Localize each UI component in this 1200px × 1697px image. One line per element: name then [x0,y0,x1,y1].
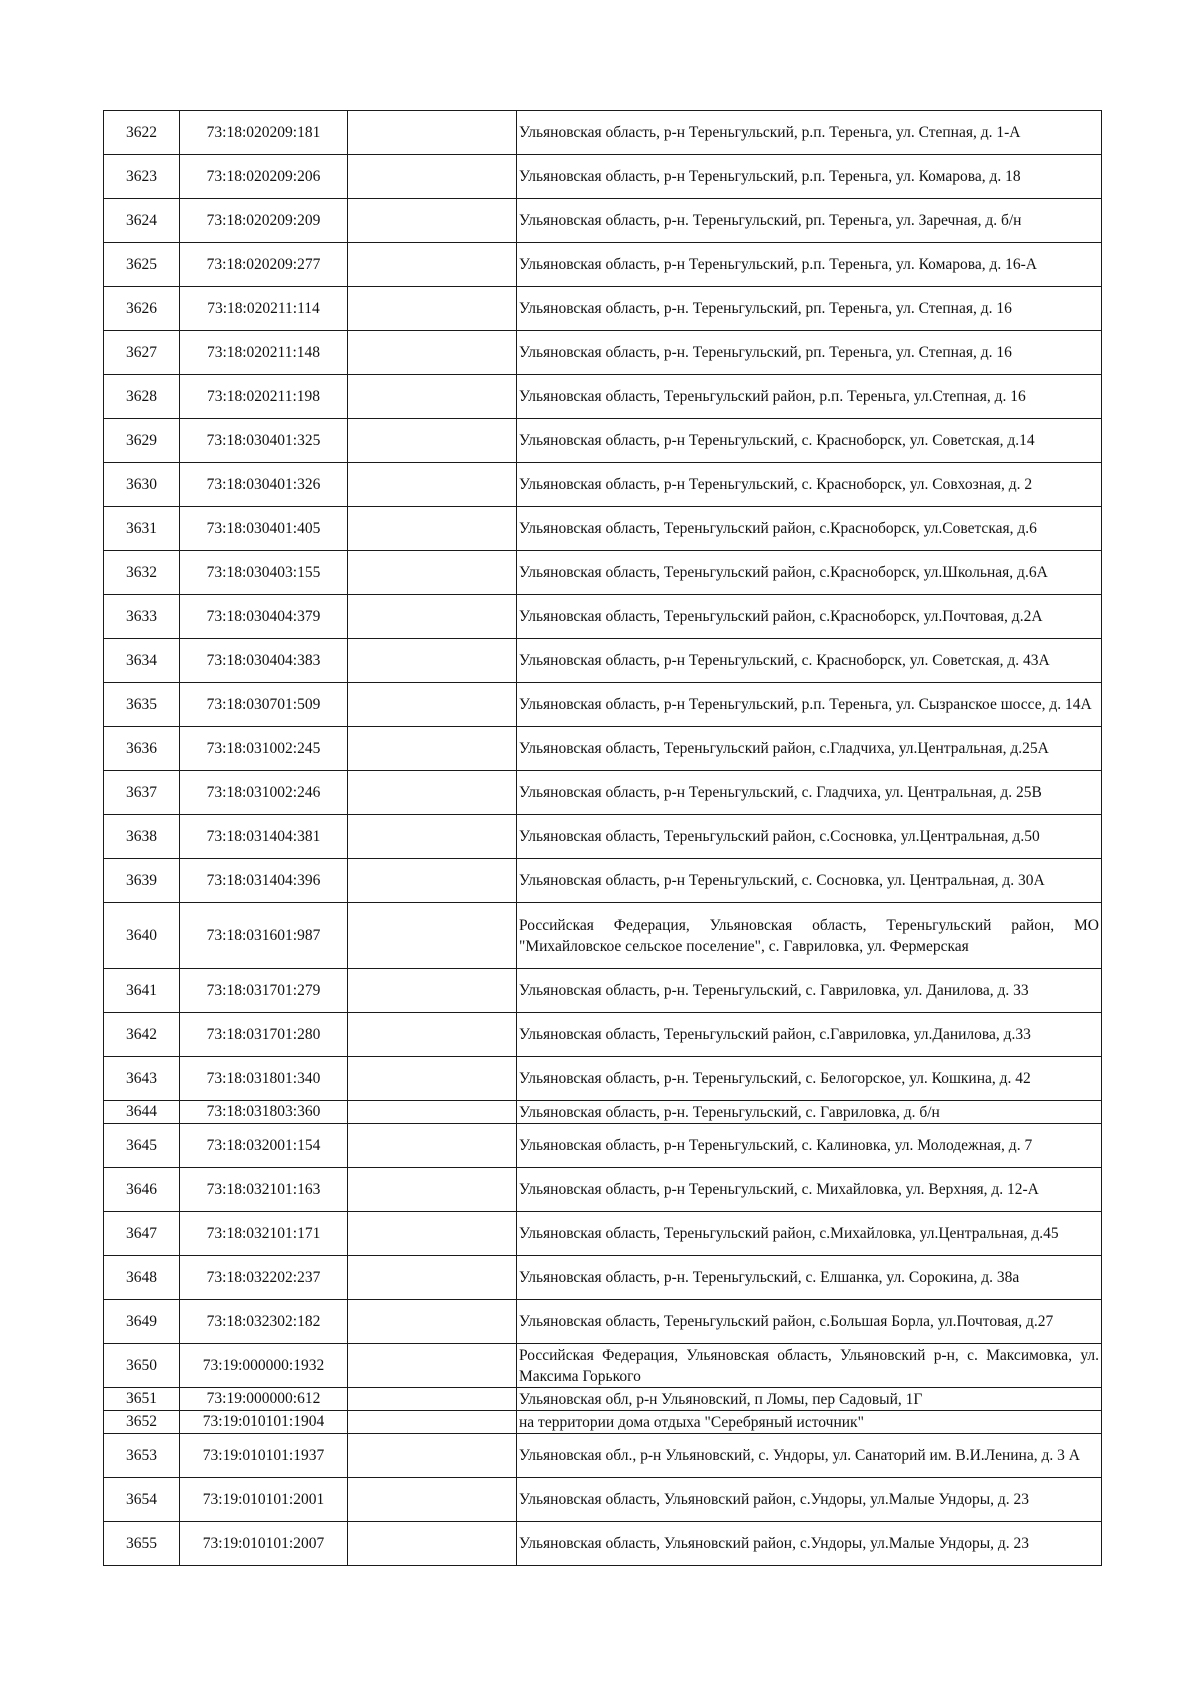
cadastral-number-cell: 73:18:030401:326 [180,463,348,507]
row-number-cell: 3649 [104,1300,180,1344]
address-cell: Российская Федерация, Ульяновская область, Ульяновский р-н, с. Максимовка, ул. Максима Горького [517,1344,1102,1388]
row-number-cell: 3622 [104,111,180,155]
row-number-cell: 3625 [104,243,180,287]
row-number-cell: 3641 [104,969,180,1013]
row-number-cell: 3653 [104,1434,180,1478]
address-cell: Ульяновская обл, р-н Ульяновский, п Ломы, пер Садовый, 1Г [517,1388,1102,1411]
cadastral-number-cell: 73:18:032001:154 [180,1124,348,1168]
cadastral-number-cell: 73:18:031701:280 [180,1013,348,1057]
address-cell: Ульяновская область, Тереньгульский район, с.Большая Борла, ул.Почтовая, д.27 [517,1300,1102,1344]
table-row [104,727,1102,771]
row-number-cell: 3644 [104,1101,180,1124]
row-number-cell: 3643 [104,1057,180,1101]
note-cell [348,287,517,331]
cadastral-number-cell: 73:18:030403:155 [180,551,348,595]
address-cell: Ульяновская область, Тереньгульский район, с.Михайловка, ул.Центральная, д.45 [517,1212,1102,1256]
note-cell [348,903,517,969]
note-cell [348,1212,517,1256]
table-row [104,1168,1102,1212]
address-cell: Ульяновская область, р-н Тереньгульский, с. Михайловка, ул. Верхняя, д. 12-А [517,1168,1102,1212]
note-cell [348,1013,517,1057]
note-cell [348,419,517,463]
table-row [104,1124,1102,1168]
table-row [104,199,1102,243]
cadastral-number-cell: 73:18:032101:163 [180,1168,348,1212]
cadastral-number-cell: 73:19:010101:1937 [180,1434,348,1478]
cadastral-number-cell: 73:18:020209:277 [180,243,348,287]
table-row [104,551,1102,595]
address-cell: Ульяновская область, Тереньгульский район, с.Красноборск, ул.Советская, д.6 [517,507,1102,551]
address-cell: Ульяновская обл., р-н Ульяновский, с. Ундоры, ул. Санаторий им. В.И.Ленина, д. 3 А [517,1434,1102,1478]
table-row [104,903,1102,969]
cadastral-number-cell: 73:19:010101:2007 [180,1522,348,1566]
address-cell: Ульяновская область, Тереньгульский район, р.п. Тереньга, ул.Степная, д. 16 [517,375,1102,419]
address-cell: Ульяновская область, р-н Тереньгульский, с. Красноборск, ул. Советская, д.14 [517,419,1102,463]
address-cell: Ульяновская область, р-н. Тереньгульский, рп. Тереньга, ул. Заречная, д. б/н [517,199,1102,243]
row-number-cell: 3639 [104,859,180,903]
note-cell [348,507,517,551]
table-row [104,1212,1102,1256]
note-cell [348,199,517,243]
cadastral-number-cell: 73:19:010101:2001 [180,1478,348,1522]
cadastral-number-cell: 73:18:020211:114 [180,287,348,331]
table-row [104,1013,1102,1057]
table-row [104,1256,1102,1300]
note-cell [348,595,517,639]
note-cell [348,1101,517,1124]
row-number-cell: 3642 [104,1013,180,1057]
note-cell [348,111,517,155]
note-cell [348,155,517,199]
note-cell [348,639,517,683]
address-cell: Ульяновская область, р-н Тереньгульский, р.п. Тереньга, ул. Комарова, д. 18 [517,155,1102,199]
table-row [104,507,1102,551]
address-cell: Ульяновская область, Тереньгульский район, с.Красноборск, ул.Школьная, д.6А [517,551,1102,595]
note-cell [348,859,517,903]
table-row [104,859,1102,903]
address-cell: Ульяновская область, р-н Тереньгульский, с. Красноборск, ул. Советская, д. 43А [517,639,1102,683]
note-cell [348,331,517,375]
table-row [104,1101,1102,1124]
row-number-cell: 3626 [104,287,180,331]
address-cell: Ульяновская область, р-н. Тереньгульский, с. Елшанка, ул. Сорокина, д. 38а [517,1256,1102,1300]
row-number-cell: 3633 [104,595,180,639]
row-number-cell: 3646 [104,1168,180,1212]
note-cell [348,375,517,419]
cadastral-number-cell: 73:18:020209:209 [180,199,348,243]
note-cell [348,771,517,815]
note-cell [348,1168,517,1212]
note-cell [348,243,517,287]
registry-table [103,110,1102,1566]
cadastral-number-cell: 73:18:032101:171 [180,1212,348,1256]
table-row [104,243,1102,287]
row-number-cell: 3629 [104,419,180,463]
note-cell [348,1434,517,1478]
cadastral-number-cell: 73:18:031002:245 [180,727,348,771]
table-row [104,419,1102,463]
cadastral-number-cell: 73:18:031701:279 [180,969,348,1013]
address-cell: Ульяновская область, р-н. Тереньгульский, рп. Тереньга, ул. Степная, д. 16 [517,331,1102,375]
note-cell [348,1388,517,1411]
address-cell: Ульяновская область, р-н. Тереньгульский, рп. Тереньга, ул. Степная, д. 16 [517,287,1102,331]
note-cell [348,1344,517,1388]
row-number-cell: 3631 [104,507,180,551]
cadastral-number-cell: 73:18:020209:181 [180,111,348,155]
note-cell [348,1124,517,1168]
row-number-cell: 3655 [104,1522,180,1566]
row-number-cell: 3654 [104,1478,180,1522]
note-cell [348,551,517,595]
note-cell [348,1478,517,1522]
note-cell [348,969,517,1013]
row-number-cell: 3632 [104,551,180,595]
address-cell: на территории дома отдыха "Серебряный источник" [517,1411,1102,1434]
address-cell: Ульяновская область, Тереньгульский район, с.Красноборск, ул.Почтовая, д.2А [517,595,1102,639]
address-cell: Ульяновская область, р-н Тереньгульский, с. Гладчиха, ул. Центральная, д. 25В [517,771,1102,815]
cadastral-number-cell: 73:18:030404:383 [180,639,348,683]
cadastral-number-cell: 73:18:020211:198 [180,375,348,419]
table-row [104,287,1102,331]
row-number-cell: 3636 [104,727,180,771]
table-row [104,1388,1102,1411]
address-cell: Ульяновская область, р-н. Тереньгульский, с. Белогорское, ул. Кошкина, д. 42 [517,1057,1102,1101]
table-row [104,595,1102,639]
row-number-cell: 3638 [104,815,180,859]
note-cell [348,1057,517,1101]
cadastral-number-cell: 73:18:032302:182 [180,1300,348,1344]
table-row [104,683,1102,727]
cadastral-number-cell: 73:18:032202:237 [180,1256,348,1300]
registry-table-body [104,111,1102,1566]
row-number-cell: 3640 [104,903,180,969]
cadastral-number-cell: 73:18:030401:405 [180,507,348,551]
row-number-cell: 3645 [104,1124,180,1168]
table-row [104,1411,1102,1434]
note-cell [348,1522,517,1566]
cadastral-number-cell: 73:19:000000:612 [180,1388,348,1411]
address-cell: Ульяновская область, р-н Тереньгульский, с. Калиновка, ул. Молодежная, д. 7 [517,1124,1102,1168]
address-cell: Ульяновская область, Тереньгульский район, с.Гавриловка, ул.Данилова, д.33 [517,1013,1102,1057]
table-row [104,1344,1102,1388]
address-cell: Российская Федерация, Ульяновская область, Тереньгульский район, МО "Михайловское сельское поселение", с. Гавриловка, ул. Фермерская [517,903,1102,969]
row-number-cell: 3624 [104,199,180,243]
table-row [104,1300,1102,1344]
cadastral-number-cell: 73:18:031404:381 [180,815,348,859]
row-number-cell: 3650 [104,1344,180,1388]
note-cell [348,1256,517,1300]
table-row [104,1434,1102,1478]
table-row [104,1057,1102,1101]
cadastral-number-cell: 73:19:010101:1904 [180,1411,348,1434]
table-row [104,815,1102,859]
table-row [104,155,1102,199]
row-number-cell: 3652 [104,1411,180,1434]
address-cell: Ульяновская область, р-н Тереньгульский, р.п. Тереньга, ул. Степная, д. 1-А [517,111,1102,155]
address-cell: Ульяновская область, р-н. Тереньгульский, с. Гавриловка, ул. Данилова, д. 33 [517,969,1102,1013]
table-row [104,771,1102,815]
cadastral-number-cell: 73:18:031002:246 [180,771,348,815]
table-row [104,1522,1102,1566]
row-number-cell: 3648 [104,1256,180,1300]
address-cell: Ульяновская область, Ульяновский район, с.Ундоры, ул.Малые Ундоры, д. 23 [517,1478,1102,1522]
table-row [104,1478,1102,1522]
address-cell: Ульяновская область, р-н Тереньгульский, р.п. Тереньга, ул. Сызранское шоссе, д. 14А [517,683,1102,727]
cadastral-number-cell: 73:18:031803:360 [180,1101,348,1124]
address-cell: Ульяновская область, Тереньгульский район, с.Гладчиха, ул.Центральная, д.25А [517,727,1102,771]
table-row [104,111,1102,155]
row-number-cell: 3630 [104,463,180,507]
table-row [104,639,1102,683]
note-cell [348,1300,517,1344]
address-cell: Ульяновская область, р-н Тереньгульский, с. Красноборск, ул. Совхозная, д. 2 [517,463,1102,507]
row-number-cell: 3634 [104,639,180,683]
address-cell: Ульяновская область, р-н Тереньгульский, р.п. Тереньга, ул. Комарова, д. 16-А [517,243,1102,287]
cadastral-number-cell: 73:18:030401:325 [180,419,348,463]
row-number-cell: 3651 [104,1388,180,1411]
note-cell [348,727,517,771]
cadastral-number-cell: 73:18:031801:340 [180,1057,348,1101]
note-cell [348,683,517,727]
row-number-cell: 3635 [104,683,180,727]
table-row [104,969,1102,1013]
row-number-cell: 3637 [104,771,180,815]
table-row [104,463,1102,507]
cadastral-number-cell: 73:18:031601:987 [180,903,348,969]
note-cell [348,1411,517,1434]
note-cell [348,815,517,859]
address-cell: Ульяновская область, Ульяновский район, с.Ундоры, ул.Малые Ундоры, д. 23 [517,1522,1102,1566]
table-row [104,375,1102,419]
address-cell: Ульяновская область, р-н Тереньгульский, с. Сосновка, ул. Центральная, д. 30А [517,859,1102,903]
note-cell [348,463,517,507]
cadastral-number-cell: 73:18:020211:148 [180,331,348,375]
cadastral-number-cell: 73:18:030404:379 [180,595,348,639]
row-number-cell: 3623 [104,155,180,199]
cadastral-number-cell: 73:19:000000:1932 [180,1344,348,1388]
cadastral-number-cell: 73:18:030701:509 [180,683,348,727]
row-number-cell: 3627 [104,331,180,375]
cadastral-number-cell: 73:18:020209:206 [180,155,348,199]
row-number-cell: 3647 [104,1212,180,1256]
address-cell: Ульяновская область, р-н. Тереньгульский, с. Гавриловка, д. б/н [517,1101,1102,1124]
row-number-cell: 3628 [104,375,180,419]
address-cell: Ульяновская область, Тереньгульский район, с.Сосновка, ул.Центральная, д.50 [517,815,1102,859]
cadastral-number-cell: 73:18:031404:396 [180,859,348,903]
table-row [104,331,1102,375]
